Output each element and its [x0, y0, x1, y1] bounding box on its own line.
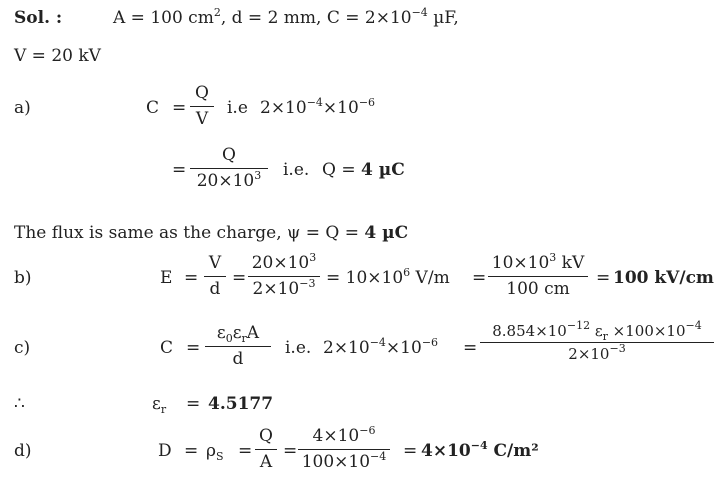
d-frac1-denominator: A: [259, 451, 273, 472]
given-values: [113, 6, 459, 28]
b-field-symbol: E: [160, 268, 173, 288]
a-value-exp1: −4: [306, 96, 323, 109]
flux-statement: [14, 225, 408, 242]
b-value-fraction: [248, 251, 320, 299]
b-result-equals: =: [596, 268, 611, 288]
d-equals-2: =: [238, 441, 253, 461]
flux-text: The flux is same as the charge, ψ = Q =: [14, 223, 365, 243]
b-intermediate: = $10\times 10^6$ V/m: [326, 266, 450, 288]
c-permittivity-fraction: [205, 324, 271, 369]
a-ie2-text: i.e.: [283, 160, 310, 180]
c-frac1-bar: [205, 346, 271, 347]
given-c-exp: −4: [411, 6, 428, 19]
solution-label: Sol. :: [14, 8, 63, 28]
a-q-over-20e3-fraction: [190, 146, 268, 191]
c-frac2-numerator: $8.854\times 10^{-12}$ $\varepsilon_r \times 100\times 10^{-4}$: [492, 319, 702, 343]
epsilon-r-symbol: $\varepsilon_r$: [152, 394, 167, 416]
b-v-over-d-fraction: [204, 254, 226, 299]
a-capacitance-symbol: C: [146, 98, 160, 118]
b-kv-per-cm-fraction: [488, 251, 588, 299]
d-equals-3: =: [283, 441, 298, 461]
a-ie-text: i.e: [227, 98, 248, 118]
b-equals: =: [184, 268, 199, 288]
d-frac2-numerator: $4\times 10^{-6}$: [312, 424, 376, 446]
d-equals: =: [184, 441, 199, 461]
d-result-equals: =: [403, 441, 418, 461]
part-a-label: a): [14, 98, 31, 118]
c-relative-permittivity-fraction: [480, 319, 714, 364]
c-ie-text: i.e.: [285, 338, 312, 358]
a-value-mid: ×10: [322, 98, 359, 118]
d-frac1-numerator: Q: [259, 426, 273, 446]
b-frac1-numerator: V: [208, 253, 222, 273]
c-frac2-bar: [480, 342, 714, 343]
d-rho-symbol: $\rho_S$: [206, 441, 224, 463]
a-frac-numerator: Q: [195, 83, 209, 103]
given-c-unit: µF,: [427, 8, 459, 28]
c-value: $2\times 10^{-4}\times 10^{-6}$: [323, 336, 439, 358]
b-frac3-numerator: $10\times 10^3$ kV: [491, 251, 585, 273]
d-value-fraction: [298, 424, 390, 472]
b-frac1-bar: [204, 276, 226, 277]
c-frac1-numerator: $\varepsilon_0\varepsilon_rA$: [216, 323, 260, 345]
d-q-over-a-fraction: [255, 427, 277, 472]
given-d-c: , d = 2 mm, C = 2×10: [220, 8, 412, 28]
part-c-label: c): [14, 338, 31, 358]
flux-result: 4 µC: [364, 223, 409, 243]
therefore-symbol: ∴: [14, 394, 25, 414]
d-flux-density-symbol: D: [158, 441, 172, 461]
b-frac1-denominator: d: [209, 278, 221, 299]
a-frac-bar: [190, 106, 214, 107]
c-equals: =: [186, 338, 201, 358]
a-q-prefix: Q =: [322, 160, 361, 180]
a-q-over-v-fraction: [190, 84, 214, 129]
a-frac-denominator: V: [195, 108, 209, 129]
c-capacitance-symbol: C: [160, 338, 174, 358]
a-q-value: 4 µC: [361, 160, 405, 180]
therefore-equals: =: [186, 394, 201, 414]
a-value: [260, 96, 376, 118]
a-frac2-denominator: $20\times 10^3$: [196, 168, 262, 191]
b-equals-3: =: [472, 268, 487, 288]
given-voltage: V = 20 kV: [14, 46, 101, 66]
d-result: $4\times 10^{-4}$ C/m²: [421, 439, 539, 461]
a-equals: =: [172, 98, 187, 118]
part-d-label: d): [14, 441, 32, 461]
a-equals-2: =: [172, 160, 187, 180]
b-equals-2: =: [232, 268, 247, 288]
given-area-exp: 2: [213, 6, 221, 19]
a-frac2-numerator: Q: [222, 145, 236, 165]
b-frac2-denominator: $2\times 10^{-3}$: [252, 276, 316, 299]
given-area: A = 100 cm: [113, 8, 214, 28]
d-frac2-denominator: $100\times 10^{-4}$: [301, 449, 387, 472]
a-value-exp2: −6: [358, 96, 376, 109]
epsilon-r-result: 4.5177: [208, 394, 274, 414]
b-result: 100 kV/cm: [613, 268, 714, 288]
a-q-result: [322, 162, 405, 179]
part-b-label: b): [14, 268, 32, 288]
a-value-base: 2×10: [260, 98, 307, 118]
b-frac3-denominator: 100 cm: [506, 278, 570, 299]
b-frac2-numerator: $20\times 10^3$: [251, 251, 317, 273]
d-frac1-bar: [255, 449, 277, 450]
c-frac2-denominator: $2\times 10^{-3}$: [568, 342, 626, 364]
c-frac1-denominator: d: [232, 348, 244, 369]
c-equals-2: =: [463, 338, 478, 358]
b-frac3-bar: [488, 276, 588, 277]
